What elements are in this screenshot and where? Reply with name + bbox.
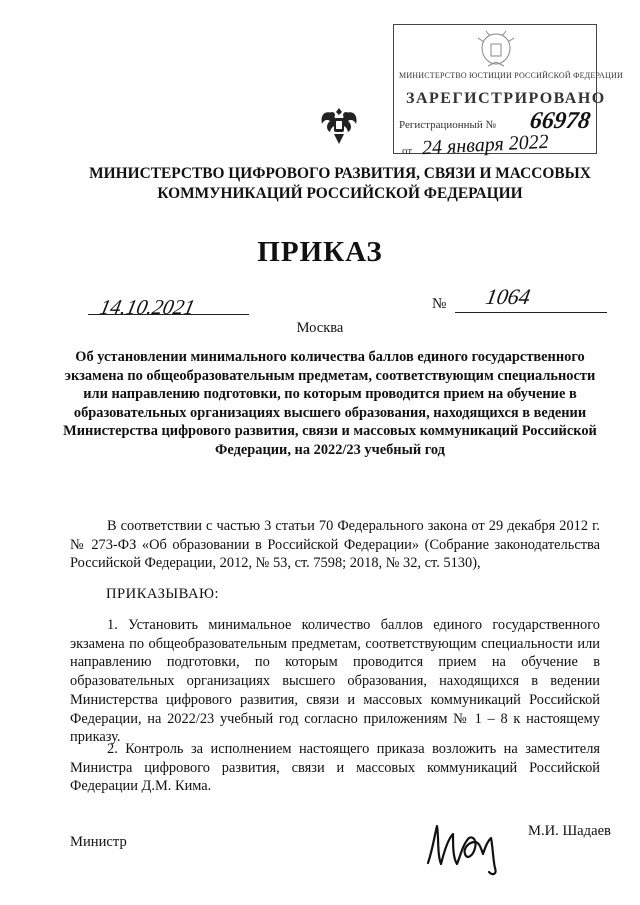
number-label: № [432,296,447,312]
stamp-ministry: МИНИСТЕРСТВО ЮСТИЦИИ РОССИЙСКОЙ ФЕДЕРАЦИИ [399,71,623,80]
order-number: 1064 [483,284,533,309]
item-1-paragraph: 1. Установить минимальное количество баллов единого государственного экзамена по общеобразовательным предметам, соответствующим специальности или направлению подготовки, по которым проводится прием на обучение в образовательных организациях высшего образования, находящихся в ведении Министерства цифрового развития, связи и массовых коммуникаций Российской Федерации, на 2022/23 учебный год согласно приложениям № 1 – 8 к настоящему приказу. [70,617,600,746]
stamp-title: ЗАРЕГИСТРИРОВАНО [406,90,606,107]
document-type: ПРИКАЗ [257,236,383,268]
number-underline [455,312,607,313]
order-word: ПРИКАЗЫВАЮ: [106,586,220,602]
preamble-paragraph: В соответствии с частью 3 статьи 70 Федерального закона от 29 декабря 2012 г. № 273-ФЗ «Об образовании в Российской Федерации» (Собрание законодательства Российской Федерации, 2012, № 53, ст. 7598; 2018, № 32, ст. 5130), [70,518,600,572]
order-title: Об установлении минимального количества баллов единого государственного экзамена по общеобразовательным предметам, соответствующим специальности или направлению подготовки, по которым проводится прием на обучение в образовательных организациях высшего образования, находящихся в ведении Министерства цифрового развития, связи и массовых коммуникаций Российской Федерации, на 2022/23 учебный год [63,349,597,458]
city: Москва [296,320,344,336]
signer-position: Министр [70,834,127,850]
ministry-name: МИНИСТЕРСТВО ЦИФРОВОГО РАЗВИТИЯ, СВЯЗИ И МАССОВЫХ КОММУНИКАЦИЙ РОССИЙСКОЙ ФЕДЕРАЦИИ [89,165,591,202]
stamp-from-label: от [402,145,413,157]
stamp-reg-number: 66978 [528,108,592,134]
item-2-paragraph: 2. Контроль за исполнением настоящего приказа возложить на заместителя Министра цифрового развития, связи и массовых коммуникаций Российской Федерации Д.М. Кима. [70,741,600,795]
signer-name: М.И. Шадаев [528,823,611,839]
date-underline [88,314,249,315]
stamp-emblem-icon [474,28,518,68]
stamp-date: 24 января 2022 [421,130,550,160]
stamp-reg-label: Регистрационный № [399,119,497,131]
handwritten-signature [423,808,523,878]
order-date: 14.10.2021 [97,295,198,319]
coat-of-arms-icon [318,104,360,150]
